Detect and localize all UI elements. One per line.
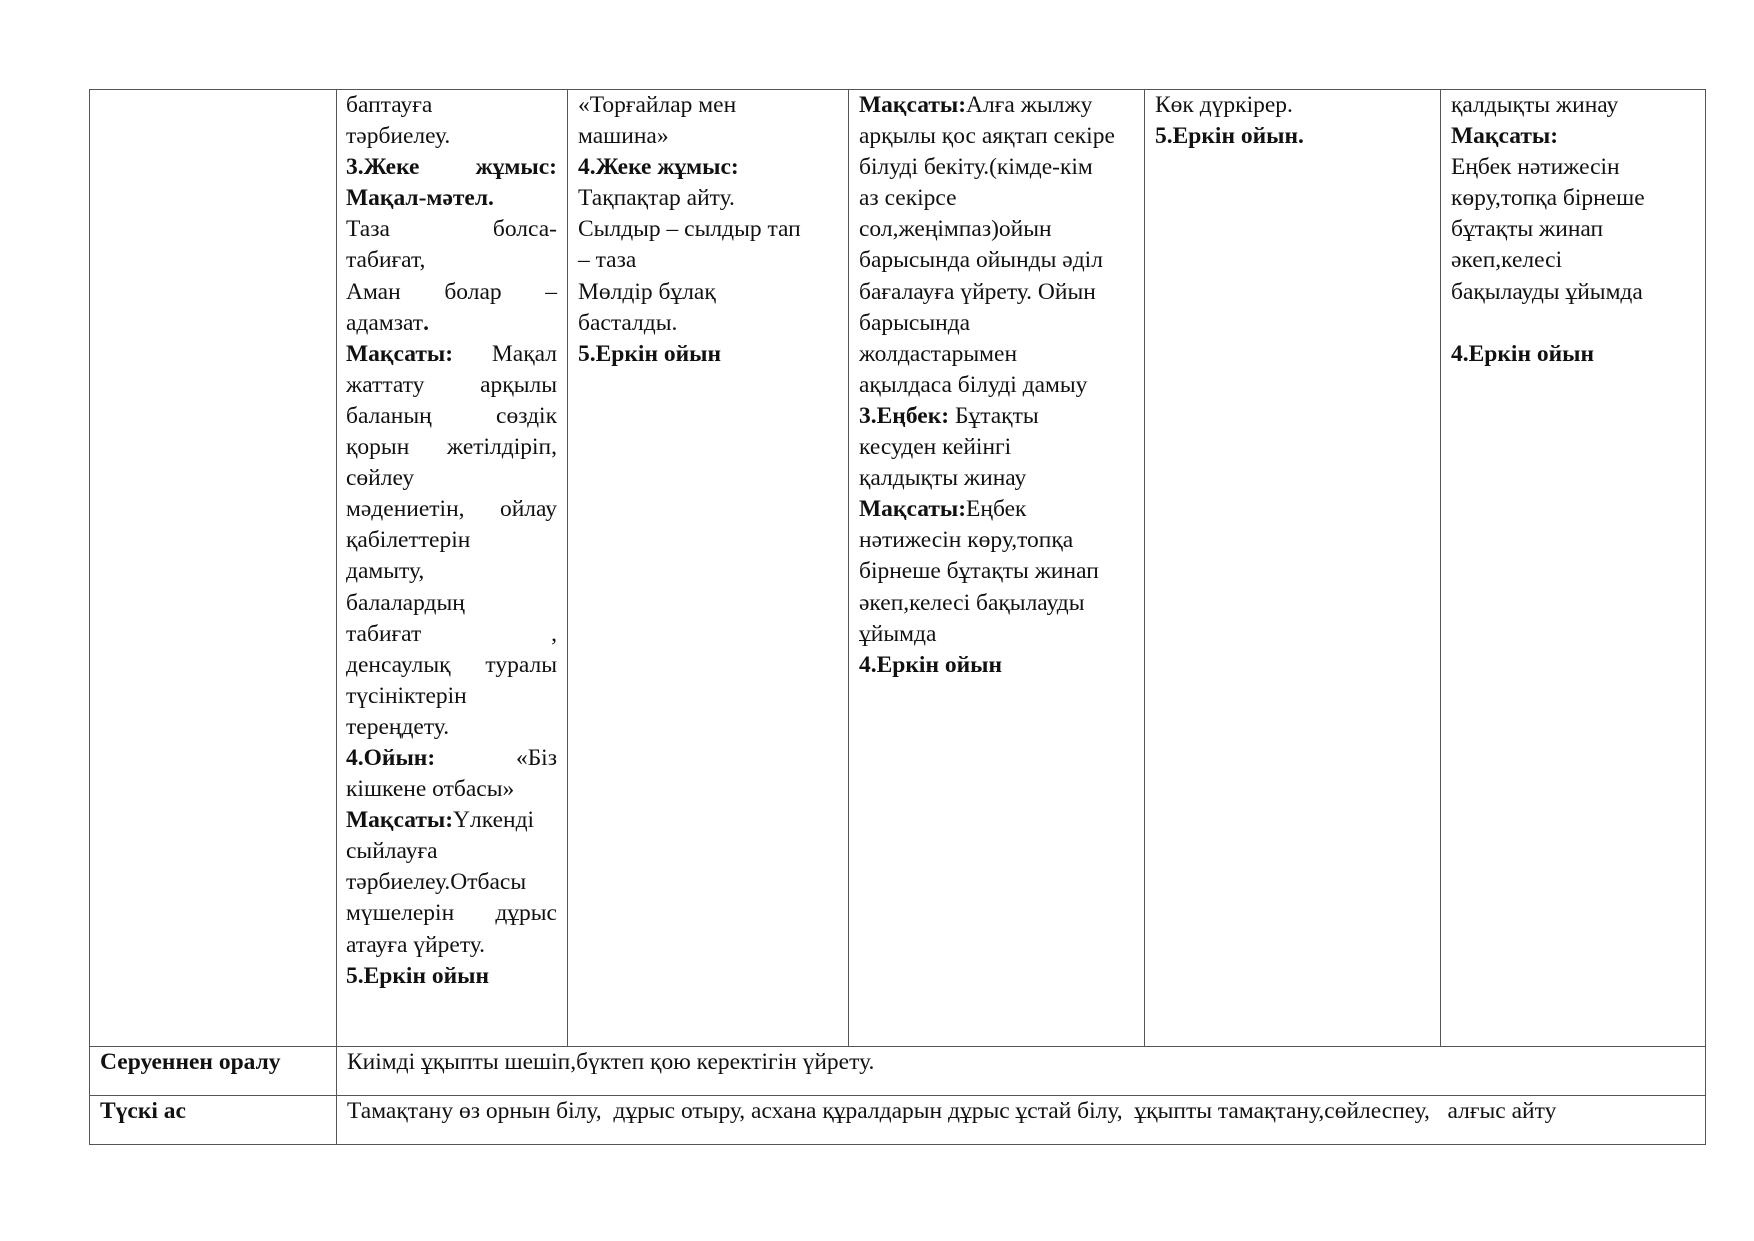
text-line: бұтақты жинап bbox=[1451, 216, 1604, 243]
activity-cell bbox=[337, 90, 568, 1047]
text: болар bbox=[444, 278, 502, 305]
text-line: ұйымда bbox=[859, 620, 937, 647]
text-line: «Торғайлар мен bbox=[578, 92, 737, 118]
text: табиғат bbox=[346, 620, 422, 647]
text-line: Сылдыр – сылдыр тап bbox=[578, 216, 801, 243]
text: арқылы bbox=[480, 371, 557, 398]
text-line: аз секірсе bbox=[859, 185, 957, 212]
row-label: Түскі ас bbox=[100, 1098, 186, 1124]
heading: 4.Жеке жұмыс: bbox=[578, 154, 739, 181]
heading: 4.Еркін ойын bbox=[859, 651, 1003, 678]
row-content-cell bbox=[337, 1096, 1706, 1145]
text-line bbox=[346, 152, 557, 183]
text-line: сол,жеңімпаз)ойын bbox=[859, 216, 1052, 243]
text: дұрыс bbox=[495, 900, 557, 927]
text-line bbox=[859, 401, 1134, 432]
text-line: тереңдету. bbox=[346, 713, 450, 740]
text-line bbox=[346, 805, 557, 836]
row-label-cell bbox=[90, 1047, 337, 1096]
heading: 4.Еркін ойын bbox=[1451, 340, 1595, 367]
heading: 3.Жеке bbox=[346, 154, 420, 181]
text: жаттату bbox=[346, 371, 425, 398]
text: Бұтақты bbox=[949, 402, 1039, 429]
text-line: барысында ойынды әділ bbox=[859, 247, 1103, 274]
text-line: Мөлдір бұлақ bbox=[578, 278, 716, 305]
text-line: Көк дүркірер. bbox=[1155, 92, 1293, 118]
text: адамзат bbox=[346, 309, 424, 336]
text-line bbox=[346, 619, 557, 650]
text: туралы bbox=[485, 651, 557, 678]
text-line: барысында bbox=[859, 309, 971, 336]
heading: Мақал-мәтел. bbox=[346, 185, 494, 212]
text: Еңбек bbox=[966, 496, 1027, 523]
text-line bbox=[346, 339, 557, 370]
text-line: нәтижесін көру,топқа bbox=[859, 527, 1074, 554]
text-line: бірнеше бұтақты жинап bbox=[859, 558, 1099, 585]
text-line: дамыту, bbox=[346, 558, 425, 585]
text: ойлау bbox=[499, 496, 557, 523]
label: 4.Ойын: bbox=[346, 744, 436, 771]
text-line: бақылауды ұйымда bbox=[1451, 278, 1643, 305]
text: мәдениетін, bbox=[346, 496, 465, 523]
text-line: тәрбиелеу. bbox=[346, 123, 451, 150]
text: жетілдіріп, bbox=[446, 434, 557, 461]
text-line: – таза bbox=[578, 247, 637, 274]
text-line: Тақпақтар айту. bbox=[578, 185, 735, 212]
text-line bbox=[346, 494, 557, 525]
table-row bbox=[90, 90, 1706, 1047]
text: мүшелерін bbox=[346, 900, 455, 927]
label: Мақсаты: bbox=[859, 92, 967, 118]
text: «Біз bbox=[515, 744, 557, 771]
text-line: арқылы қос аяқтап секіре bbox=[859, 123, 1115, 150]
row-label-cell bbox=[90, 90, 337, 1047]
activity-cell bbox=[568, 90, 849, 1047]
text-line: кесуден кейінгі bbox=[859, 434, 1012, 461]
text-line bbox=[346, 650, 557, 681]
text-line bbox=[346, 277, 557, 308]
text: Алға жылжу bbox=[966, 92, 1093, 118]
daily-plan-table bbox=[89, 89, 1706, 1145]
text-line: қалдықты жинау bbox=[859, 465, 1027, 492]
text-line: тәрбиелеу.Отбасы bbox=[346, 869, 527, 896]
text-line bbox=[346, 214, 557, 245]
text-line: басталды. bbox=[578, 309, 678, 336]
text-line: балалардың bbox=[346, 589, 465, 616]
table-row bbox=[90, 1047, 1706, 1096]
text-line: машина» bbox=[578, 123, 669, 150]
text-line: бағалауға үйрету. Ойын bbox=[859, 278, 1096, 305]
text-line bbox=[346, 308, 557, 339]
activity-cell bbox=[1441, 90, 1706, 1047]
row-label-cell bbox=[90, 1096, 337, 1145]
text-line: қабілеттерін bbox=[346, 527, 471, 554]
text-line bbox=[859, 90, 1134, 121]
text-line: әкеп,келесі bbox=[1451, 247, 1563, 274]
text-line: әкеп,келесі бақылауды bbox=[859, 589, 1085, 616]
row-label: Серуеннен оралу bbox=[100, 1049, 281, 1075]
text: сөздік bbox=[496, 402, 557, 429]
heading: 5.Еркін ойын. bbox=[1155, 123, 1304, 150]
label: Мақсаты: bbox=[346, 340, 454, 367]
text-line: кішкене отбасы» bbox=[346, 776, 515, 803]
text-line bbox=[346, 432, 557, 463]
row-text: Тамақтану өз орнын білу, дұрыс отыру, асхана құралдарын дұрыс ұстай білу, ұқыпты тамақтану,сөйлеспеу, алғыс айту bbox=[347, 1098, 1557, 1124]
text-line: сыйлауға bbox=[346, 838, 438, 865]
text: денсаулық bbox=[346, 651, 451, 678]
text-line: ақылдаса білуді дамыу bbox=[859, 371, 1088, 398]
text-line bbox=[859, 494, 1134, 525]
text-line bbox=[346, 898, 557, 929]
text: , bbox=[551, 620, 557, 647]
row-content-cell bbox=[337, 1047, 1706, 1096]
text-line: атауға үйрету. bbox=[346, 931, 486, 958]
label: Мақсаты: bbox=[346, 807, 454, 834]
label: Мақсаты: bbox=[1451, 123, 1559, 150]
text: Таза bbox=[346, 216, 390, 243]
text-line: сөйлеу bbox=[346, 465, 415, 492]
text-line: білуді бекіту.(кімде-кім bbox=[859, 154, 1093, 181]
text-line: табиғат, bbox=[346, 247, 426, 274]
text: Мақал bbox=[491, 340, 557, 367]
text-line: баптауға bbox=[346, 92, 433, 118]
text-line: қалдықты жинау bbox=[1451, 92, 1619, 118]
row-text: Киімді ұқыпты шешіп,бүктеп қою керектігін үйрету. bbox=[347, 1049, 875, 1075]
text-line bbox=[346, 370, 557, 401]
activity-cell bbox=[849, 90, 1145, 1047]
text: Үлкенді bbox=[453, 807, 535, 834]
label: Мақсаты: bbox=[859, 496, 967, 523]
text: Аман bbox=[346, 278, 401, 305]
text: . bbox=[423, 309, 429, 336]
text-line bbox=[346, 401, 557, 432]
text-line: жолдастарымен bbox=[859, 340, 1018, 367]
text-line: Еңбек нәтижесін bbox=[1451, 154, 1620, 181]
heading: 5.Еркін ойын bbox=[578, 340, 722, 367]
activity-cell bbox=[1145, 90, 1441, 1047]
heading: жұмыс: bbox=[475, 154, 557, 181]
text-line: түсініктерін bbox=[346, 682, 467, 709]
label: 3.Еңбек: bbox=[859, 402, 950, 429]
text-line: көру,топқа бірнеше bbox=[1451, 185, 1645, 212]
spacer bbox=[1451, 308, 1695, 339]
text: баланың bbox=[346, 402, 432, 429]
text: болса- bbox=[492, 216, 557, 243]
text: қорын bbox=[346, 434, 410, 461]
table-row bbox=[90, 1096, 1706, 1145]
text-line bbox=[346, 743, 557, 774]
text: – bbox=[545, 278, 558, 305]
heading: 5.Еркін ойын bbox=[346, 962, 490, 989]
